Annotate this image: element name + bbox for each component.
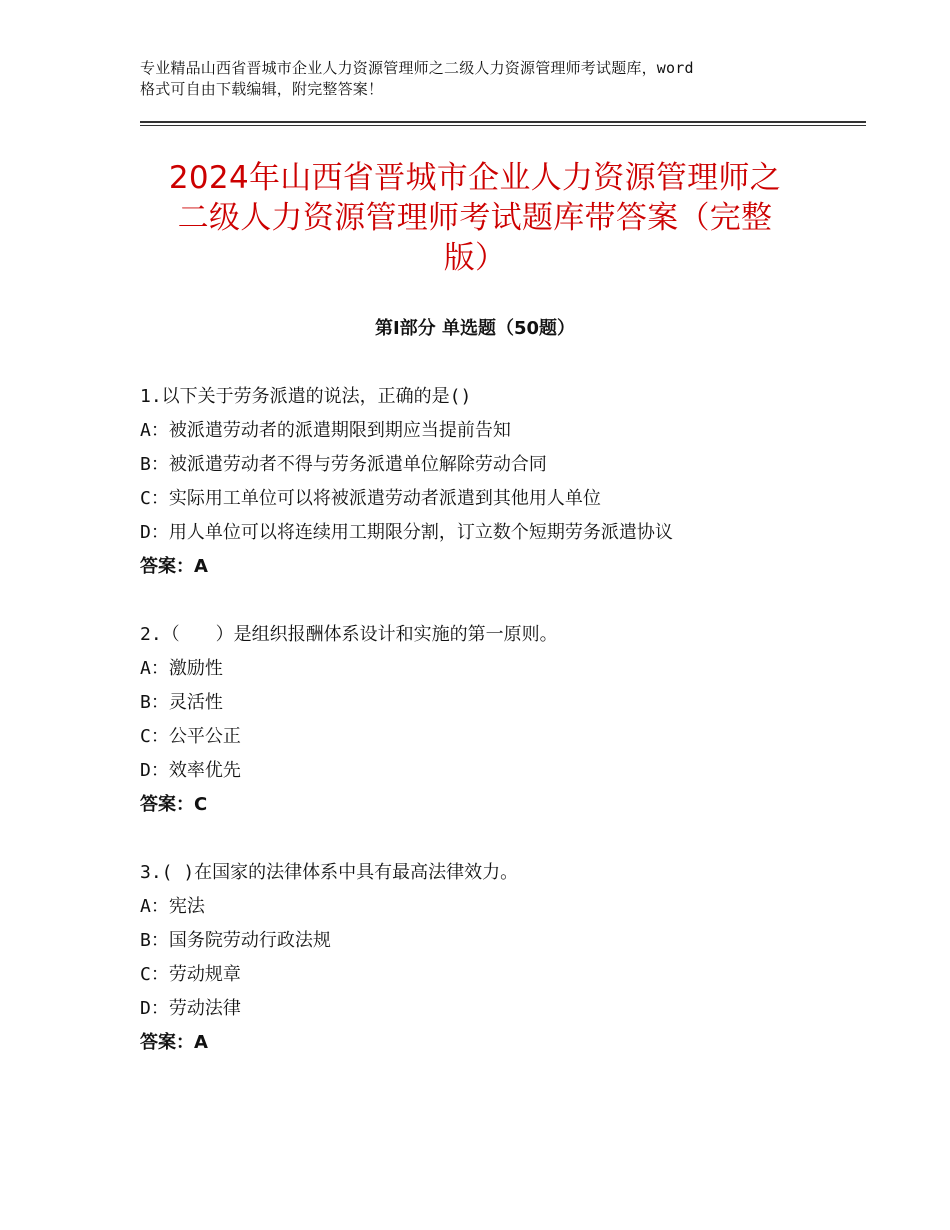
question-stem: 2.（ ）是组织报酬体系设计和实施的第一原则。	[140, 624, 558, 645]
option-c: C：实际用工单位可以将被派遣劳动者派遣到其他用人单位	[140, 488, 601, 509]
option-c: C：公平公正	[140, 726, 241, 747]
document-title-line-3: 版）	[443, 240, 507, 276]
question-3	[140, 856, 870, 1060]
option-b: B：国务院劳动行政法规	[140, 930, 331, 951]
question-1	[140, 380, 870, 584]
header-note	[140, 58, 840, 100]
question-stem: 3.( )在国家的法律体系中具有最高法律效力。	[140, 862, 519, 883]
document-title-line-2: 二级人力资源管理师考试题库带答案（完整	[177, 200, 773, 236]
document-title-line-1: 2024年山西省晋城市企业人力资源管理师之	[168, 160, 782, 196]
header-note-line-2: 格式可自由下载编辑，附完整答案！	[140, 80, 384, 98]
document-title	[130, 158, 820, 278]
header-divider-thick	[140, 121, 866, 123]
answer: 答案：A	[140, 1032, 208, 1053]
question-stem: 1.以下关于劳务派遣的说法，正确的是()	[140, 386, 472, 407]
option-b: B：被派遣劳动者不得与劳务派遣单位解除劳动合同	[140, 454, 547, 475]
option-a: A：宪法	[140, 896, 205, 917]
header-note-line-1: 专业精品山西省晋城市企业人力资源管理师之二级人力资源管理师考试题库，word	[140, 59, 694, 77]
answer: 答案：A	[140, 556, 208, 577]
question-2	[140, 618, 870, 822]
option-b: B：灵活性	[140, 692, 223, 713]
header-divider-thin	[140, 125, 866, 126]
question-list	[140, 380, 870, 1094]
option-d: D：效率优先	[140, 760, 241, 781]
option-d: D：用人单位可以将连续用工期限分割，订立数个短期劳务派遣协议	[140, 522, 673, 543]
answer: 答案：C	[140, 794, 208, 815]
option-d: D：劳动法律	[140, 998, 241, 1019]
option-a: A：被派遣劳动者的派遣期限到期应当提前告知	[140, 420, 511, 441]
section-title: 第Ⅰ部分 单选题（50题）	[374, 318, 575, 339]
option-a: A：激励性	[140, 658, 223, 679]
option-c: C：劳动规章	[140, 964, 241, 985]
